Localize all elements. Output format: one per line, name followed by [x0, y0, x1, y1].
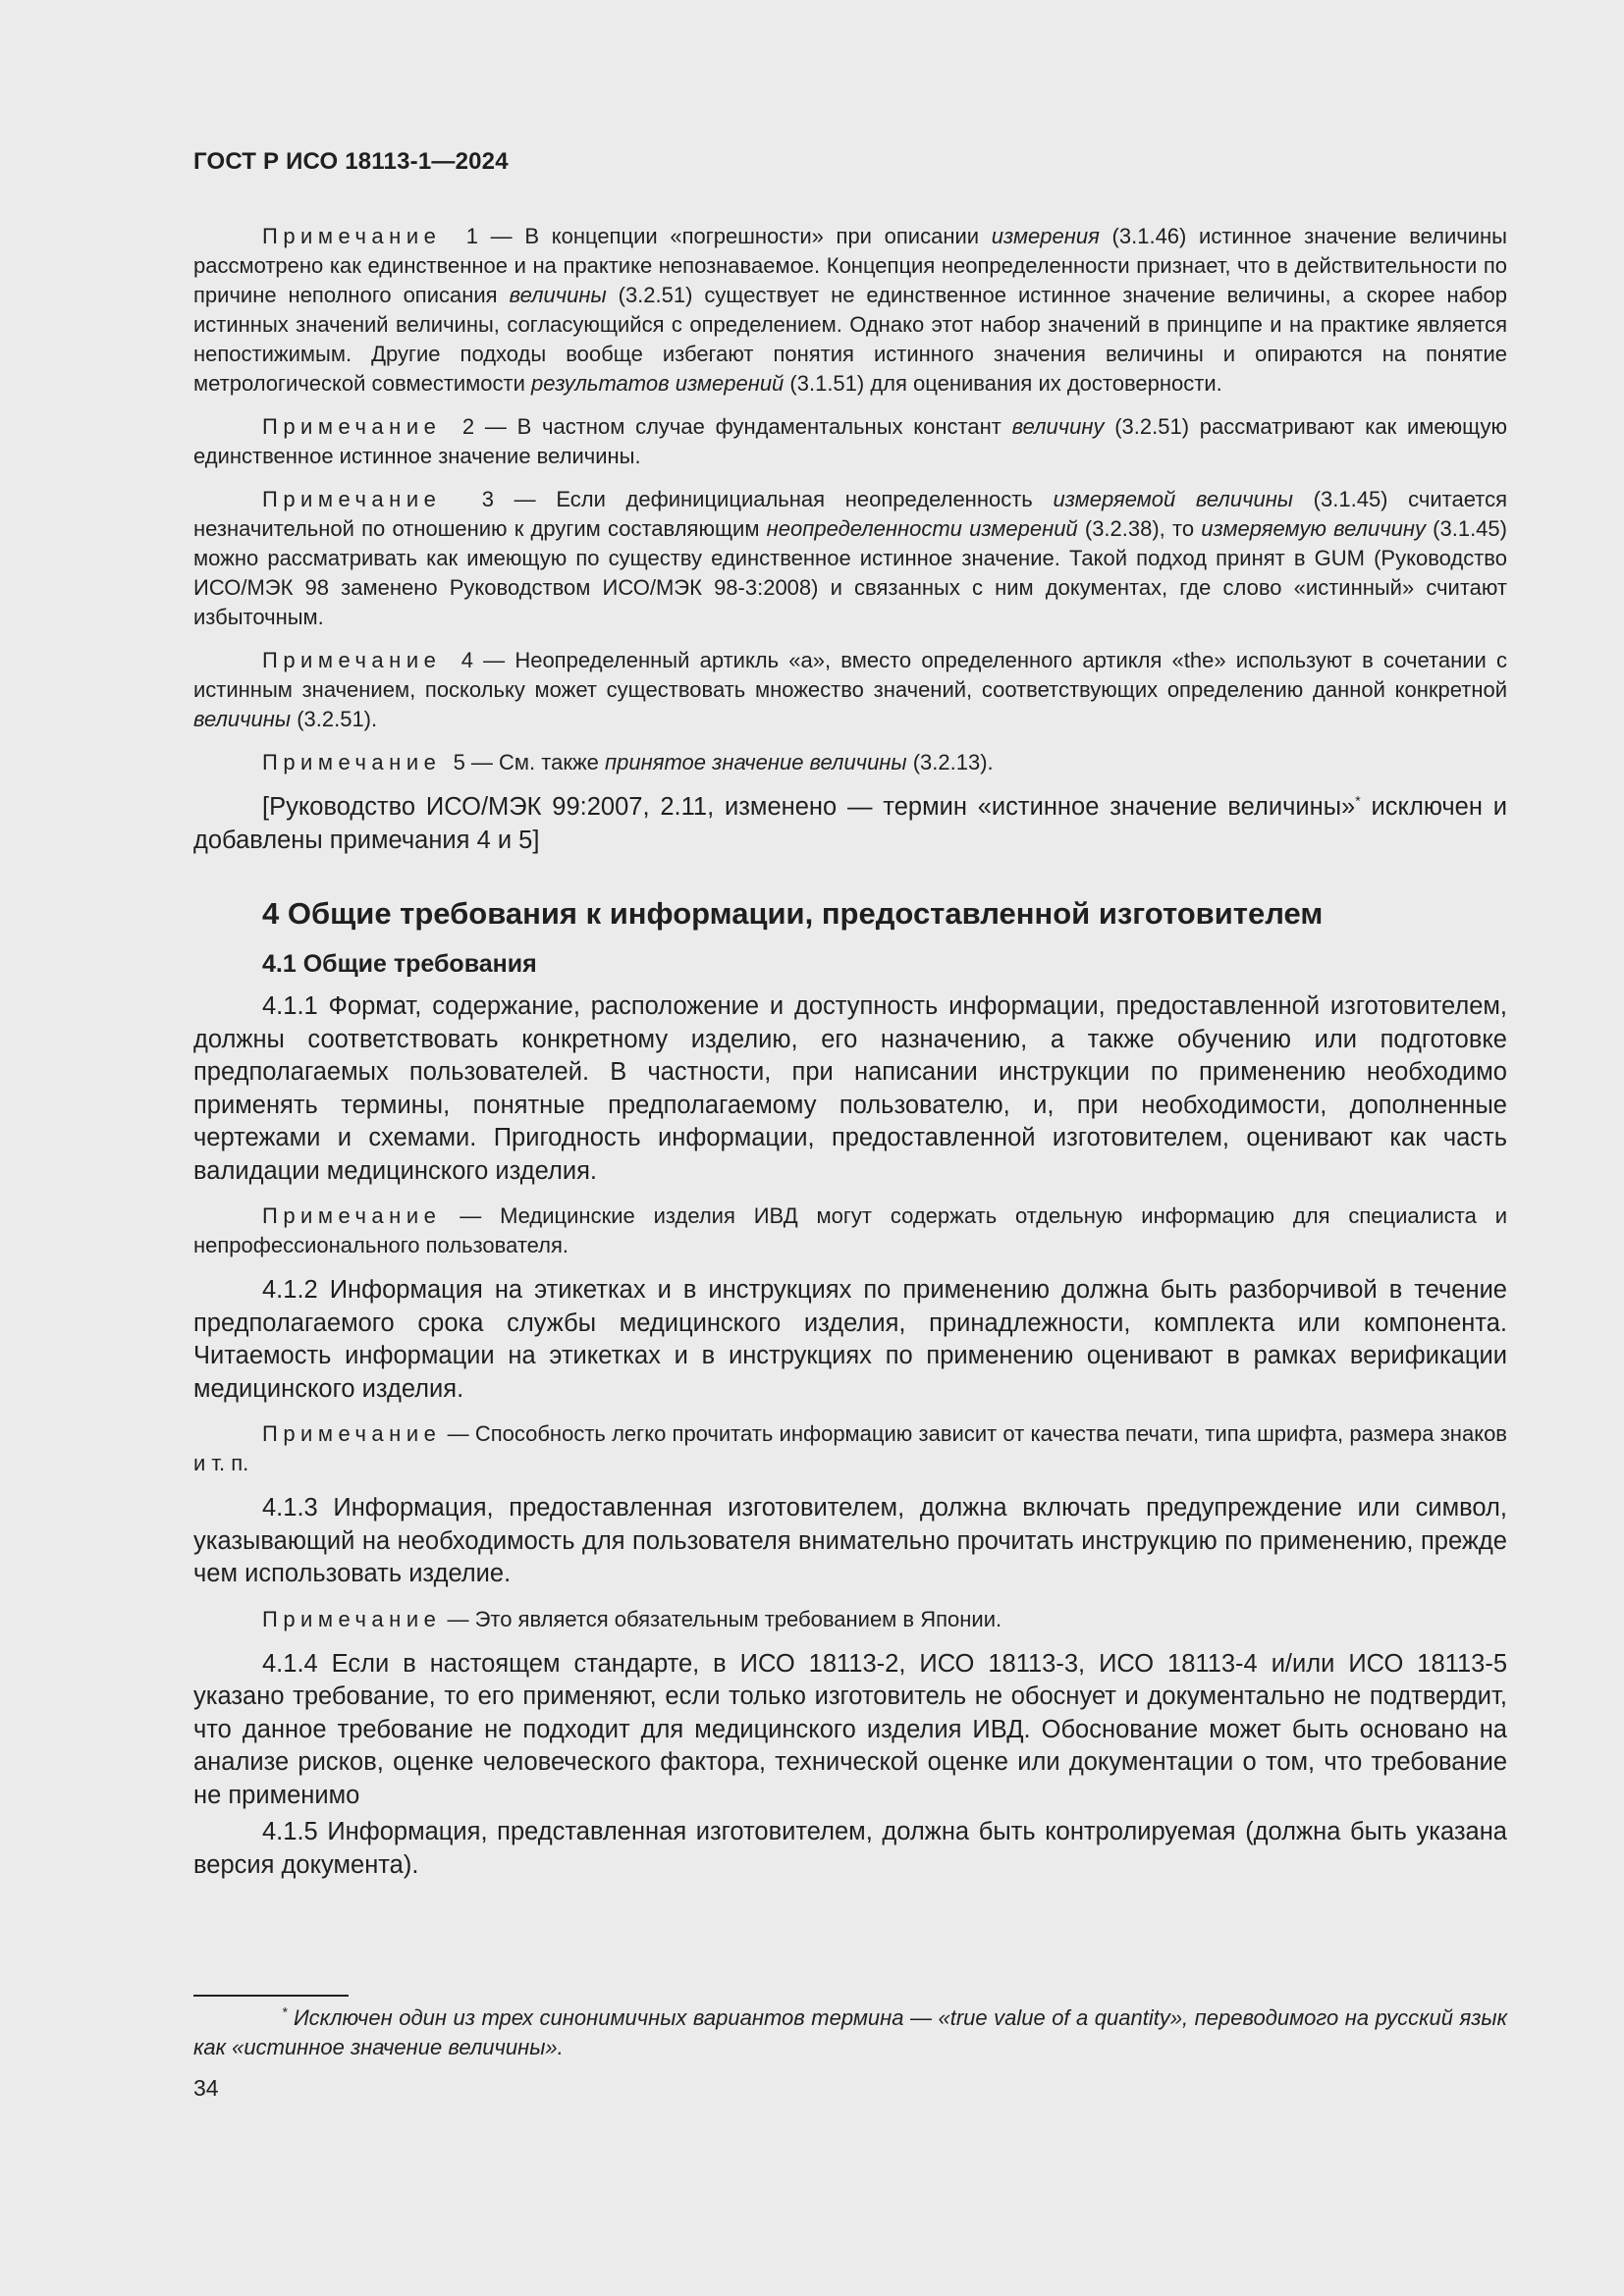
footnote-marker: *	[282, 2003, 288, 2020]
note-2: Примечание 2 — В частном случае фундаментальных констант величину (3.2.51) рассматривают как имеющую единственное истинное значение величины.	[193, 414, 1507, 468]
paragraph-4-1-2: 4.1.2 Информация на этикетках и в инструкциях по применению должна быть разборчивой в течение предполагаемого срока службы медицинского изделия, принадлежности, комплекта или компонента. Читаемость информации на этикетках и в инструкциях по применению оценивают в рамках верификации медицинского изделия.	[193, 1276, 1507, 1403]
note-label: Примечание	[262, 487, 442, 511]
note-4-1-1: Примечание — Медицинские изделия ИВД могут содержать отдельную информацию для специалиста и непрофессионального пользователя.	[193, 1203, 1507, 1257]
note-label: Примечание	[262, 224, 442, 248]
footnote: * Исключен один из трех синонимичных вариантов термина — «true value of a quantity», переводимого на русский язык как «истинное значение величины».	[193, 2003, 1507, 2059]
note-4-1-2: Примечание — Способность легко прочитать информацию зависит от качества печати, типа шрифта, размера знаков и т. п.	[193, 1421, 1507, 1475]
paragraph-4-1-3: 4.1.3 Информация, предоставленная изготовителем, должна включать предупреждение или символ, указывающий на необходимость для пользователя внимательно прочитать инструкцию по применению, прежде чем использовать изделие.	[193, 1494, 1507, 1587]
page-content	[193, 222, 1507, 1896]
paragraph-4-1-1: 4.1.1 Формат, содержание, расположение и доступность информации, предоставленной изготовителем, должны соответствовать конкретному изделию, его назначению, а также обучению или подготовке предполагаемых пользователей. В частности, при написании инструкции по применению необходимо применять термины, понятные предполагаемому пользователю, и, при необходимости, дополненные чертежами и схемами. Пригодность информации, предоставленной изготовителем, оценивают как часть валидации медицинского изделия.	[193, 992, 1507, 1185]
paragraph-4-1-5: 4.1.5 Информация, представленная изготовителем, должна быть контролируемая (должна быть указана версия документа).	[193, 1818, 1507, 1879]
subsection-heading: 4.1 Общие требования	[262, 950, 537, 978]
page-number: 34	[193, 2075, 219, 2101]
note-label: Примечание	[262, 1606, 442, 1631]
note-5: Примечание 5 — См. также принятое значение величины (3.2.13).	[262, 750, 994, 774]
footnote-separator	[193, 1995, 349, 1997]
note-label: Примечание	[262, 1421, 442, 1446]
note-label: Примечание	[262, 648, 442, 672]
note-label: Примечание	[262, 750, 442, 774]
note-1: Примечание 1 — В концепции «погрешности» при описании измерения (3.1.46) истинное значение величины рассмотрено как единственное и на практике непознаваемое. Концепция неопределенности признает, что в действительности по причине неполного описания величины (3.2.51) существует не единственное истинное значение величины, а скорее набор истинных значений величины, согласующийся с определением. Однако этот набор значений в принципе и на практике является непостижимым. Другие подходы вообще избегают понятия истинного значения величины и опираются на понятие метрологической совместимости результатов измерений (3.1.51) для оценивания их достоверности.	[193, 224, 1507, 396]
note-label: Примечание	[262, 1203, 442, 1228]
section-heading: 4 Общие требования к информации, предоставленной изготовителем	[262, 896, 1324, 931]
note-label: Примечание	[262, 414, 442, 439]
document-header: ГОСТ Р ИСО 18113-1—2024	[193, 148, 509, 175]
paragraph-4-1-4: 4.1.4 Если в настоящем стандарте, в ИСО 18113-2, ИСО 18113-3, ИСО 18113-4 и/или ИСО 18113-5 указано требование, то его применяют, если только изготовитель не обоснует и документально не подтвердит, что данное требование не подходит для медицинского изделия ИВД. Обоснование может быть основано на анализе рисков, оценке человеческого фактора, технической оценке или документации о том, что требование не применимо	[193, 1649, 1507, 1809]
note-4-1-3: Примечание — Это является обязательным требованием в Японии.	[262, 1606, 1002, 1631]
note-4: Примечание 4 — Неопределенный артикль «a», вместо определенного артикля «the» используют в сочетании с истинным значением, поскольку может существовать множество значений, соответствующих определению данной конкретной величины (3.2.51).	[193, 648, 1507, 731]
source-reference: [Руководство ИСО/МЭК 99:2007, 2.11, изменено — термин «истинное значение величины»* исключен и добавлены примечания 4 и 5]	[193, 792, 1508, 854]
footnote-marker: *	[1355, 792, 1361, 809]
note-3: Примечание 3 — Если дефиницициальная неопределенность измеряемой величины (3.1.45) считается незначительной по отношению к другим составляющим неопределенности измерений (3.2.38), то измеряемую величину (3.1.45) можно рассматривать как имеющую по существу единственное истинное значение. Такой подход принят в GUM (Руководство ИСО/МЭК 98 заменено Руководством ИСО/МЭК 98-3:2008) и связанных с ним документах, где слово «истинный» считают избыточным.	[193, 487, 1507, 629]
